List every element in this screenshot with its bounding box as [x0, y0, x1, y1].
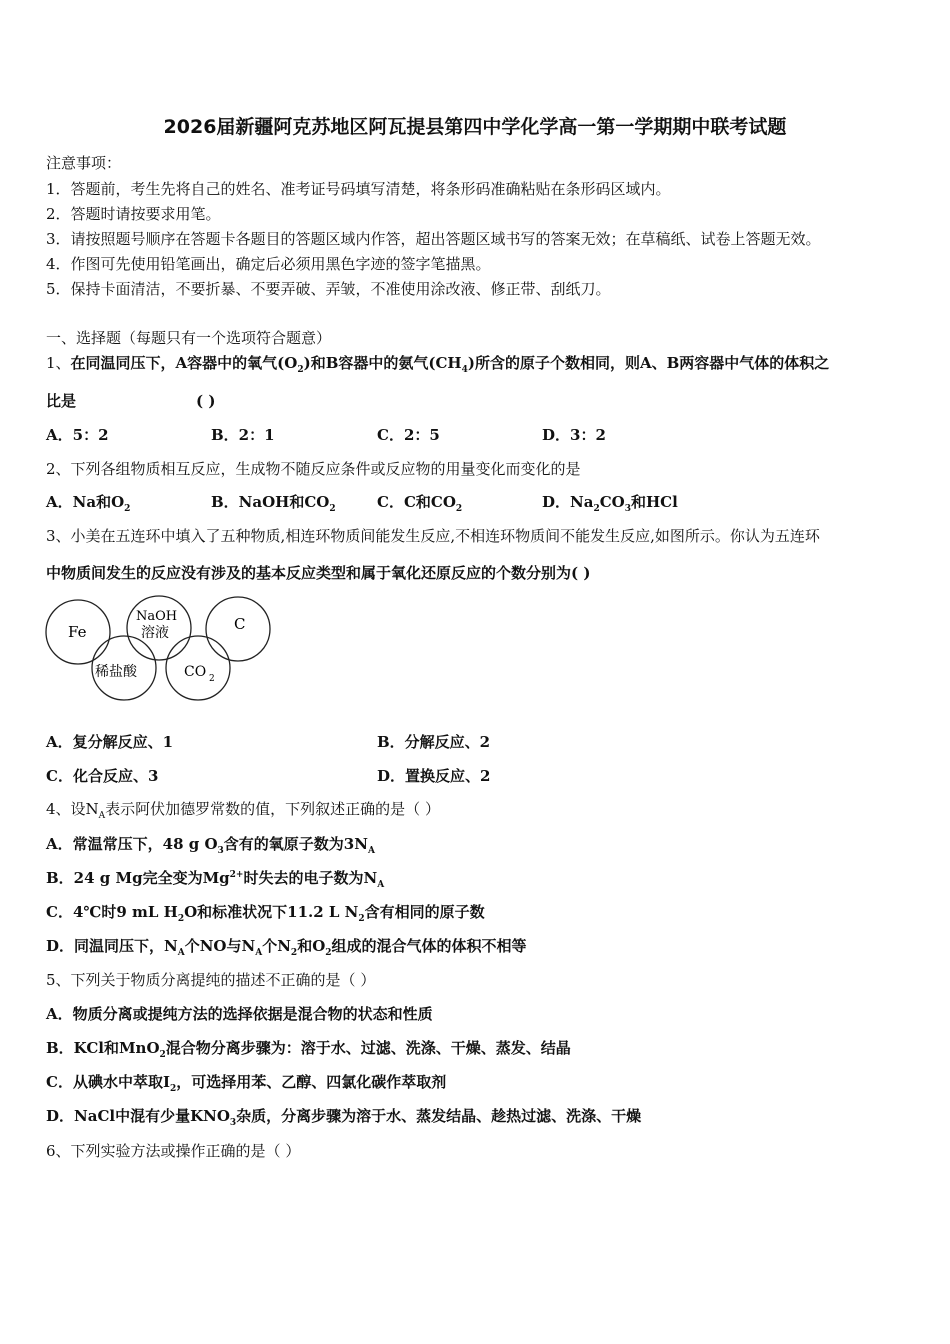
question-1-stem-line2: 比是 ( ): [46, 392, 216, 410]
label-naoh-top: NaOH: [136, 609, 178, 624]
label-co2: CO: [184, 664, 207, 680]
q2-option-c[interactable]: C．C和$CO_2$: [377, 493, 463, 514]
notice-item-2: 2．答题时请按要求用笔。: [46, 205, 221, 223]
label-c: C: [234, 615, 246, 633]
q4-option-d[interactable]: D．同温同压下，$N_A$个NO与$N_A$个$N_2$和$O_2$组成的混合气体的体积不相等: [46, 937, 527, 958]
notice-item-3: 3．请按照题号顺序在答题卡各题目的答题区域内作答，超出答题区域书写的答案无效；在草稿纸、试卷上答题无效。: [46, 230, 821, 248]
question-5-stem: 5、下列关于物质分离提纯的描述不正确的是（ ）: [46, 971, 376, 989]
label-naoh-bottom: 溶液: [141, 625, 169, 641]
q1-option-d[interactable]: D．3：2: [542, 426, 606, 444]
five-rings-diagram: [44, 592, 276, 702]
q2-option-b[interactable]: B．NaOH和$CO_2$: [211, 493, 336, 514]
question-1-stem: 1、在同温同压下，A容器中的氧气$(O_2)$和B容器中的氨气$(CH_4)$所含的原子个数相同，则A、B两容器中气体的体积之: [46, 354, 830, 375]
q3-option-c[interactable]: C．化合反应、3: [46, 767, 159, 785]
q4-option-a[interactable]: A．常温常压下，48 g $O_3$含有的氧原子数为$3N_A$: [46, 835, 375, 856]
question-2-stem: 2、下列各组物质相互反应，生成物不随反应条件或反应物的用量变化而变化的是: [46, 460, 581, 478]
question-6-stem: 6、下列实验方法或操作正确的是（ ）: [46, 1142, 301, 1160]
question-3-stem: 3、小美在五连环中填入了五种物质,相连环物质间能发生反应,不相连环物质间不能发生反应,如图所示。你认为五连环: [46, 527, 820, 545]
notice-item-1: 1．答题前，考生先将自己的姓名、准考证号码填写清楚，将条形码准确粘贴在条形码区域内。: [46, 180, 671, 198]
notice-item-4: 4．作图可先使用铅笔画出，确定后必须用黑色字迹的签字笔描黑。: [46, 255, 491, 273]
q3-option-b[interactable]: B．分解反应、2: [377, 733, 491, 751]
q4-option-c[interactable]: C．4℃时9 mL $H_2O$和标准状况下11.2 L $N_2$含有相同的原子数: [46, 903, 485, 924]
q5-option-d[interactable]: D．NaCl中混有少量$KNO_3$杂质，分离步骤为溶于水、蒸发结晶、趁热过滤、洗涤、干燥: [46, 1107, 642, 1128]
question-3-stem-line2: 中物质间发生的反应没有涉及的基本反应类型和属于氧化还原反应的个数分别为( ): [46, 564, 591, 582]
label-co2-sub: 2: [209, 674, 215, 684]
label-hcl: 稀盐酸: [95, 664, 137, 680]
q3-option-d[interactable]: D．置换反应、2: [377, 767, 491, 785]
q1-option-c[interactable]: C．2：5: [377, 426, 440, 444]
notice-item-5: 5．保持卡面清洁，不要折暴、不要弄破、弄皱，不准使用涂改液、修正带、刮纸刀。: [46, 280, 611, 298]
q3-option-a[interactable]: A．复分解反应、1: [46, 733, 174, 751]
q5-option-b[interactable]: B．KCl和MnO$_2$混合物分离步骤为：溶于水、过滤、洗涤、干燥、蒸发、结晶: [46, 1039, 571, 1060]
q1-option-a[interactable]: A．5：2: [46, 426, 109, 444]
section-heading: 一、选择题（每题只有一个选项符合题意）: [46, 329, 332, 347]
q1-option-b[interactable]: B．2：1: [211, 426, 275, 444]
q2-option-d[interactable]: D．$Na_2CO_3$和HCl: [542, 493, 678, 514]
question-4-stem: 4、设$N_A$表示阿伏加德罗常数的值，下列叙述正确的是（ ）: [46, 800, 440, 821]
question-1-text: 在同温同压下，A容器中的氧气$(O_2)$和B容器中的氨气$(CH_4)$所含的原子个数相同，则A、B两容器中气体的体积之: [70, 354, 830, 375]
q4-option-b[interactable]: B．24 g Mg完全变为$Mg^{2+}$时失去的电子数为$N_A$: [46, 869, 385, 890]
notice-heading: 注意事项：: [46, 154, 122, 172]
page-title: 2026届新疆阿克苏地区阿瓦提县第四中学化学高一第一学期期中联考试题: [163, 116, 787, 138]
label-fe: Fe: [68, 623, 87, 641]
answer-paren: ( ): [196, 392, 216, 410]
q5-option-c[interactable]: C．从碘水中萃取$I_2$，可选择用苯、乙醇、四氯化碳作萃取剂: [46, 1073, 447, 1094]
q2-option-a[interactable]: A．Na和$O_2$: [46, 493, 131, 514]
q5-option-a[interactable]: A．物质分离或提纯方法的选择依据是混合物的状态和性质: [46, 1005, 433, 1023]
